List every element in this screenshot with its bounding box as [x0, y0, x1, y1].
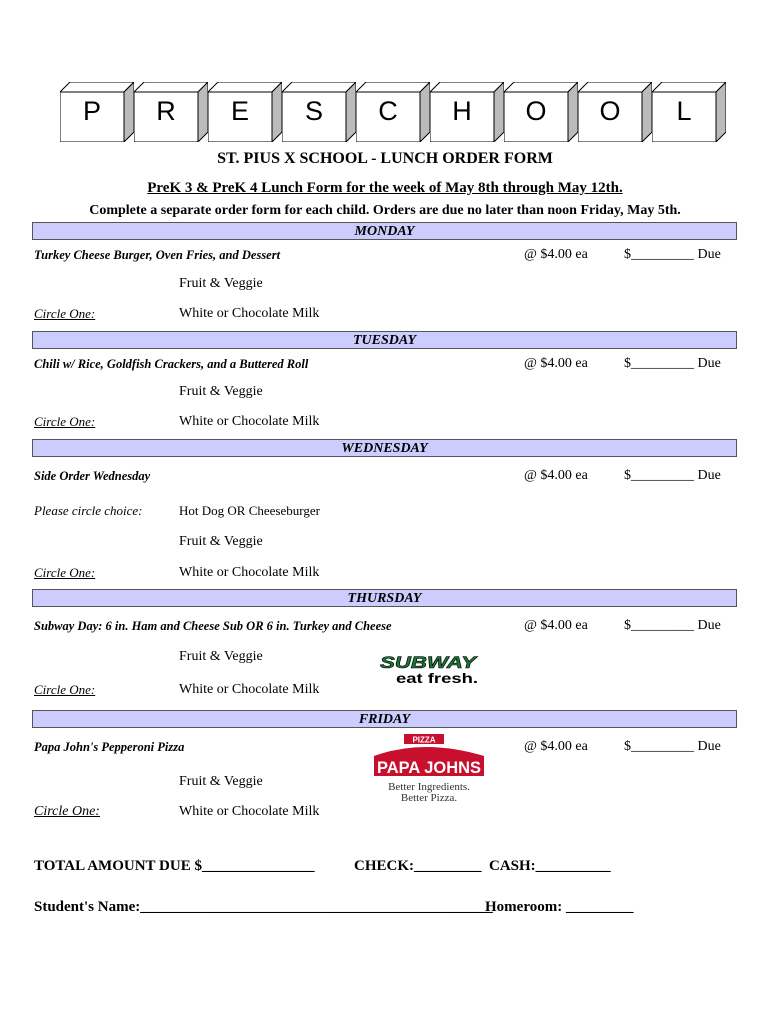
letter-block	[430, 82, 504, 142]
homeroom-field[interactable]: Homeroom: _________	[485, 899, 634, 915]
day-header-thursday: THURSDAY	[32, 589, 737, 607]
svg-text:eat fresh.: eat fresh.	[396, 670, 478, 686]
friday-item: Papa John's Pepperoni Pizza	[34, 740, 185, 754]
tuesday-item: Chili w/ Rice, Goldfish Crackers, and a Buttered Roll	[34, 357, 309, 371]
wednesday-choice[interactable]: Hot Dog OR Cheeseburger	[179, 503, 320, 518]
wednesday-due[interactable]: $_________ Due	[624, 468, 721, 483]
thursday-due[interactable]: $_________ Due	[624, 618, 721, 633]
tuesday-milk-choice[interactable]: White or Chocolate Milk	[179, 414, 320, 429]
wednesday-price: @ $4.00 ea	[524, 468, 588, 483]
letter-block	[282, 82, 356, 142]
week-title: PreK 3 & PreK 4 Lunch Form for the week of May 8th through May 12th.	[147, 180, 623, 196]
tuesday-circle-one: Circle One:	[34, 414, 96, 429]
monday-circle-one: Circle One:	[34, 306, 96, 321]
subway-logo	[376, 651, 480, 687]
letter-block	[60, 82, 134, 142]
thursday-circle-one: Circle One:	[34, 682, 96, 697]
letter: S	[304, 96, 323, 126]
letter: L	[676, 96, 692, 126]
preschool-letter-blocks	[60, 82, 725, 142]
tuesday-fruit: Fruit & Veggie	[179, 384, 263, 399]
tuesday-due[interactable]: $_________ Due	[624, 356, 721, 371]
letter: R	[156, 96, 176, 126]
tuesday-price: @ $4.00 ea	[524, 356, 588, 371]
day-header-friday: FRIDAY	[32, 710, 737, 728]
monday-item: Turkey Cheese Burger, Oven Fries, and Dessert	[34, 248, 281, 262]
letter: E	[230, 96, 249, 126]
check-field[interactable]: CHECK:_________	[354, 858, 482, 874]
svg-text:PAPA JOHNS: PAPA JOHNS	[377, 758, 481, 777]
total-amount-due[interactable]: TOTAL AMOUNT DUE $_______________	[34, 858, 315, 874]
friday-circle-one: Circle One:	[34, 804, 100, 819]
instructions: Complete a separate order form for each child. Orders are due no later than noon Friday, May 5th.	[89, 203, 681, 218]
day-header-tuesday: TUESDAY	[32, 331, 737, 349]
thursday-fruit: Fruit & Veggie	[179, 649, 263, 664]
letter: H	[452, 96, 472, 126]
student-name-field[interactable]: Student's Name:_______________________________________________	[34, 899, 493, 915]
letter: C	[378, 96, 398, 126]
svg-text:PIZZA: PIZZA	[412, 735, 436, 745]
svg-text:Better Pizza.: Better Pizza.	[400, 792, 458, 804]
thursday-milk-choice[interactable]: White or Chocolate Milk	[179, 682, 320, 697]
friday-price: @ $4.00 ea	[524, 739, 588, 754]
letter: O	[599, 96, 621, 126]
wednesday-circle-one: Circle One:	[34, 565, 96, 580]
wednesday-milk-choice[interactable]: White or Chocolate Milk	[179, 565, 320, 580]
wednesday-choice-label: Please circle choice:	[34, 503, 143, 518]
monday-fruit: Fruit & Veggie	[179, 276, 263, 291]
svg-text:Better Ingredients.: Better Ingredients.	[388, 781, 470, 793]
letter-block	[208, 82, 282, 142]
thursday-item: Subway Day: 6 in. Ham and Cheese Sub OR 6 in. Turkey and Cheese	[34, 619, 392, 633]
monday-milk-choice[interactable]: White or Chocolate Milk	[179, 306, 320, 321]
thursday-price: @ $4.00 ea	[524, 618, 588, 633]
day-header-wednesday: WEDNESDAY	[32, 439, 737, 457]
papa-johns-logo	[372, 734, 486, 806]
letter-block	[652, 82, 726, 142]
friday-fruit: Fruit & Veggie	[179, 774, 263, 789]
letter-block	[134, 82, 208, 142]
monday-price: @ $4.00 ea	[524, 247, 588, 262]
friday-due[interactable]: $_________ Due	[624, 739, 721, 754]
letter: P	[82, 96, 101, 126]
svg-text:SUBWAY: SUBWAY	[380, 653, 479, 672]
wednesday-item: Side Order Wednesday	[34, 469, 151, 483]
letter: O	[525, 96, 547, 126]
letter-block	[356, 82, 430, 142]
school-title: ST. PIUS X SCHOOL - LUNCH ORDER FORM	[217, 150, 553, 167]
friday-milk-choice[interactable]: White or Chocolate Milk	[179, 804, 320, 819]
cash-field[interactable]: CASH:__________	[489, 858, 611, 874]
letter-block	[504, 82, 578, 142]
letter-block	[578, 82, 652, 142]
wednesday-fruit: Fruit & Veggie	[179, 534, 263, 549]
monday-due[interactable]: $_________ Due	[624, 247, 721, 262]
day-header-monday: MONDAY	[32, 222, 737, 240]
